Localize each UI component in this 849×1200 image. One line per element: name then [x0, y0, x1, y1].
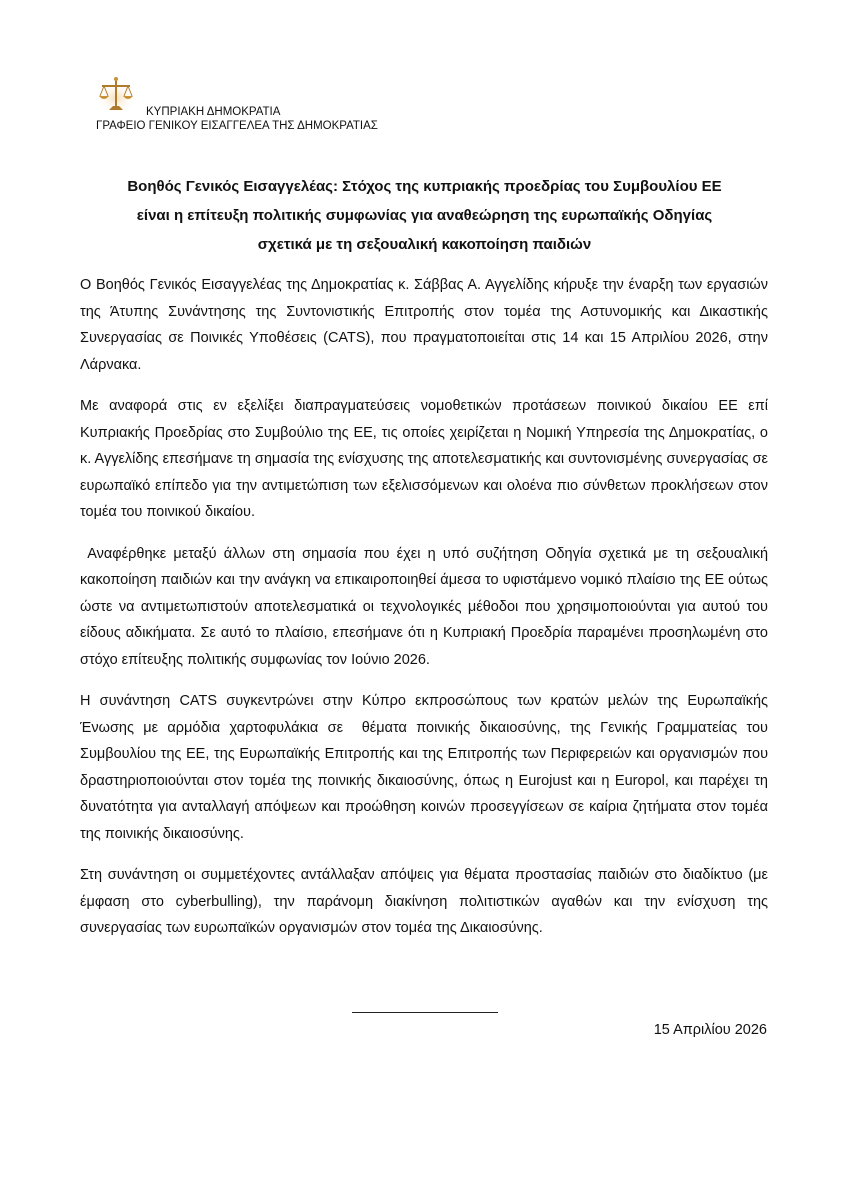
- paragraph-2: Με αναφορά στις εν εξελίξει διαπραγματεύσεις νομοθετικών προτάσεων ποινικού δικαίου ΕΕ επί Κυπριακής Προεδρίας στο Συμβούλιο της ΕΕ, τις οποίες χειρίζεται η Νομική Υπηρεσία της Δημοκρατίας, ο κ. Αγγελίδης επεσήμανε τη σημασία της ενίσχυσης της αποτελεσματικής και συντονισμένης συνεργασίας σε ευρωπαϊκό επίπεδο για την αντιμετώπιση των εξελισσόμενων και ολοένα πιο σύνθετων προκλήσεων στον τομέα του ποινικού δικαίου.: [80, 398, 768, 520]
- scales-of-justice-icon: [94, 74, 138, 114]
- release-date: 15 Απριλίου 2026: [653, 1022, 767, 1038]
- paragraph-4: Η συνάντηση CATS συγκεντρώνει στην Κύπρο εκπροσώπους των κρατών μελών της Ευρωπαϊκής Ένωσης με αρμόδια χαρτοφυλάκια σε θέματα ποινικής δικαιοσύνης, της Γενικής Γραμματείας του Συμβουλίου της ΕΕ, της Ευρωπαϊκής Επιτροπής και της Επιτροπής των Περιφερειών και οργανισμών που δραστηριοποιούνται στον τομέα της ποινικής δικαιοσύνης, όπως η Eurojust και η Europol, και παρέχει τη δυνατότητα για ανταλλαγή απόψεων και προώθηση κοινών προσεγγίσεων σε καίρια ζητήματα στον τομέα της ποινικής δικαιοσύνης.: [80, 693, 773, 842]
- org-office: ΓΡΑΦΕΙΟ ΓΕΝΙΚΟΥ ΕΙΣΑΓΓΕΛΕΑ ΤΗΣ ΔΗΜΟΚΡΑΤΙΑΣ: [96, 120, 378, 132]
- paragraph-5: Στη συνάντηση οι συμμετέχοντες αντάλλαξαν απόψεις για θέματα προστασίας παιδιών στο διαδίκτυο (με έμφαση στο cyberbulling), την παράνομη διακίνηση πολιτιστικών αγαθών και την ενίσχυση της συνεργασίας των ευρωπαϊκών οργανισμών στον τομέα της Δικαιοσύνης.: [80, 867, 768, 936]
- title-line-1: Βοηθός Γενικός Εισαγγελέας: Στόχος της κυπριακής προεδρίας του Συμβουλίου ΕΕ: [127, 178, 722, 195]
- title-line-3: σχετικά με τη σεξουαλική κακοποίηση παιδιών: [257, 236, 592, 253]
- press-release-body: [80, 272, 773, 957]
- paragraph-3: Αναφέρθηκε μεταξύ άλλων στη σημασία που έχει η υπό συζήτηση Οδηγία σχετικά με τη σεξουαλική κακοποίηση παιδιών και την ανάγκη να επικαιροποιηθεί άμεσα το υφιστάμενο νομικό πλαίσιο της ΕΕ ούτως ώστε να αντιμετωπιστούν αποτελεσματικά οι τεχνολογικές μέθοδοι που χρησιμοποιούνται για αυτού του είδους αδικήματα. Σε αυτό το πλαίσιο, επεσήμανε ότι η Κυπριακή Προεδρία παραμένει προσηλωμένη στο στόχο επίτευξης πολιτικής συμφωνίας τον Ιούνιο 2026.: [80, 545, 773, 668]
- title-line-2: είναι η επίτευξη πολιτικής συμφωνίας για αναθεώρηση της ευρωπαϊκής Οδηγίας: [136, 207, 713, 224]
- org-name: ΚΥΠΡΙΑΚΗ ΔΗΜΟΚΡΑΤΙΑ: [146, 106, 281, 118]
- page-title: [80, 172, 769, 259]
- separator-line: [352, 1012, 498, 1013]
- paragraph-1: Ο Βοηθός Γενικός Εισαγγελέας της Δημοκρατίας κ. Σάββας Α. Αγγελίδης κήρυξε την έναρξη των εργασιών της Άτυπης Συνάντησης της Συντονιστικής Επιτροπής στον τομέα της Αστυνομικής και Δικαστικής Συνεργασίας σε Ποινικές Υποθέσεις (CATS), που πραγματοποιείται στις 14 και 15 Απριλίου 2026, στην Λάρνακα.: [80, 277, 768, 373]
